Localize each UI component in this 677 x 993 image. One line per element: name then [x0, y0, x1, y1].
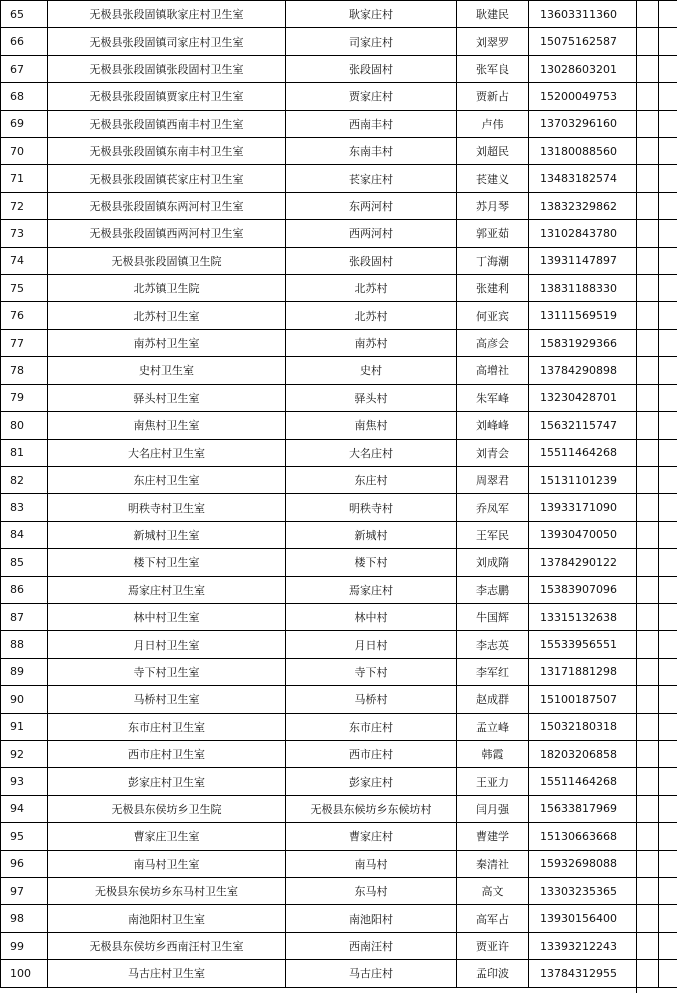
row-number-cell: 92	[1, 740, 48, 767]
doctor-name-cell: 李志鹏	[457, 576, 529, 603]
village-cell: 焉家庄村	[286, 576, 457, 603]
doctor-name-cell: 高彦会	[457, 329, 529, 356]
village-cell: 东南丰村	[286, 138, 457, 165]
village-cell: 大名庄村	[286, 439, 457, 466]
table-row	[1, 686, 677, 713]
phone-cell: 13393212243	[529, 932, 659, 959]
table-row	[1, 631, 677, 658]
phone-cell: 15200049753	[529, 83, 659, 110]
clinic-name-cell: 无极县张段固镇贾家庄村卫生室	[48, 83, 286, 110]
clinic-name-cell: 南苏村卫生室	[48, 329, 286, 356]
empty-cell	[659, 192, 677, 219]
village-cell: 南马村	[286, 850, 457, 877]
doctor-name-cell: 卢伟	[457, 110, 529, 137]
village-cell: 司家庄村	[286, 28, 457, 55]
row-number-cell: 99	[1, 932, 48, 959]
empty-cell	[659, 494, 677, 521]
phone-cell: 13930156400	[529, 905, 659, 932]
clinic-name-cell: 南马村卫生室	[48, 850, 286, 877]
doctor-name-cell: 高文	[457, 878, 529, 905]
doctor-name-cell: 贾亚许	[457, 932, 529, 959]
doctor-name-cell: 苏月琴	[457, 192, 529, 219]
empty-cell	[659, 466, 677, 493]
table-row	[1, 603, 677, 630]
table-row	[1, 55, 677, 82]
phone-cell: 15075162587	[529, 28, 659, 55]
row-number-cell: 71	[1, 165, 48, 192]
table-row	[1, 412, 677, 439]
empty-cell	[659, 220, 677, 247]
doctor-name-cell: 刘超民	[457, 138, 529, 165]
clinic-name-cell: 无极县张段固镇苌家庄村卫生室	[48, 165, 286, 192]
empty-cell	[659, 138, 677, 165]
village-cell: 东市庄村	[286, 713, 457, 740]
table-row	[1, 302, 677, 329]
phone-cell: 13930470050	[529, 521, 659, 548]
village-cell: 张段固村	[286, 247, 457, 274]
row-number-cell: 66	[1, 28, 48, 55]
village-cell: 马桥村	[286, 686, 457, 713]
doctor-name-cell: 王军民	[457, 521, 529, 548]
doctor-name-cell: 闫月强	[457, 795, 529, 822]
phone-cell: 13028603201	[529, 55, 659, 82]
village-cell: 驿头村	[286, 384, 457, 411]
empty-cell	[659, 1, 677, 28]
empty-cell	[659, 631, 677, 658]
clinic-name-cell: 楼下村卫生室	[48, 549, 286, 576]
empty-cell	[659, 960, 677, 987]
clinic-name-cell: 北苏镇卫生院	[48, 275, 286, 302]
row-number-cell: 90	[1, 686, 48, 713]
table-row	[1, 494, 677, 521]
row-number-cell: 91	[1, 713, 48, 740]
phone-cell: 15632115747	[529, 412, 659, 439]
empty-cell	[659, 713, 677, 740]
doctor-name-cell: 王亚力	[457, 768, 529, 795]
village-cell: 史村	[286, 357, 457, 384]
empty-cell	[659, 55, 677, 82]
table-row	[1, 275, 677, 302]
table-row	[1, 110, 677, 137]
phone-cell: 13102843780	[529, 220, 659, 247]
doctor-name-cell: 孟印波	[457, 960, 529, 987]
clinic-name-cell: 无极县张段固镇西南丰村卫生室	[48, 110, 286, 137]
row-number-cell: 85	[1, 549, 48, 576]
doctor-name-cell: 刘峰峰	[457, 412, 529, 439]
doctor-name-cell: 乔凤军	[457, 494, 529, 521]
row-number-cell: 69	[1, 110, 48, 137]
clinic-name-cell: 史村卫生室	[48, 357, 286, 384]
clinic-name-cell: 月日村卫生室	[48, 631, 286, 658]
clinic-name-cell: 东市庄村卫生室	[48, 713, 286, 740]
empty-cell	[659, 165, 677, 192]
village-cell: 南池阳村	[286, 905, 457, 932]
empty-cell	[659, 83, 677, 110]
table-row	[1, 165, 677, 192]
clinic-name-cell: 无极县张段固镇东两河村卫生室	[48, 192, 286, 219]
doctor-name-cell: 张建利	[457, 275, 529, 302]
empty-cell	[659, 603, 677, 630]
phone-cell: 15383907096	[529, 576, 659, 603]
clinic-name-cell: 东庄村卫生室	[48, 466, 286, 493]
phone-cell: 13483182574	[529, 165, 659, 192]
clinic-name-cell: 马桥村卫生室	[48, 686, 286, 713]
table-row	[1, 466, 677, 493]
village-cell: 耿家庄村	[286, 1, 457, 28]
clinic-name-cell: 西市庄村卫生室	[48, 740, 286, 767]
table-row	[1, 576, 677, 603]
empty-cell	[659, 740, 677, 767]
clinic-name-cell: 林中村卫生室	[48, 603, 286, 630]
phone-cell: 13315132638	[529, 603, 659, 630]
empty-cell	[659, 850, 677, 877]
clinic-name-cell: 无极县东侯坊乡西南汪村卫生室	[48, 932, 286, 959]
village-cell: 月日村	[286, 631, 457, 658]
clinic-name-cell: 寺下村卫生室	[48, 658, 286, 685]
doctor-name-cell: 韩霞	[457, 740, 529, 767]
clinic-name-cell: 北苏村卫生室	[48, 302, 286, 329]
phone-cell: 15831929366	[529, 329, 659, 356]
row-number-cell: 80	[1, 412, 48, 439]
clinic-name-cell: 南池阳村卫生室	[48, 905, 286, 932]
clinic-name-cell: 新城村卫生室	[48, 521, 286, 548]
row-number-cell: 79	[1, 384, 48, 411]
doctor-name-cell: 郭亚茹	[457, 220, 529, 247]
empty-cell	[659, 768, 677, 795]
row-number-cell: 82	[1, 466, 48, 493]
doctor-name-cell: 何亚宾	[457, 302, 529, 329]
clinic-name-cell: 无极县张段固镇西两河村卫生室	[48, 220, 286, 247]
clinic-name-cell: 马古庄村卫生室	[48, 960, 286, 987]
row-number-cell: 73	[1, 220, 48, 247]
clinic-name-cell: 大名庄村卫生室	[48, 439, 286, 466]
phone-cell: 13931147897	[529, 247, 659, 274]
village-cell: 林中村	[286, 603, 457, 630]
row-number-cell: 76	[1, 302, 48, 329]
village-cell: 西南汪村	[286, 932, 457, 959]
empty-cell	[659, 28, 677, 55]
row-number-cell: 83	[1, 494, 48, 521]
village-cell: 西两河村	[286, 220, 457, 247]
empty-cell	[659, 658, 677, 685]
table-row	[1, 795, 677, 822]
empty-cell	[659, 275, 677, 302]
empty-cell	[659, 329, 677, 356]
table-row	[1, 713, 677, 740]
table-row	[1, 329, 677, 356]
phone-cell: 15100187507	[529, 686, 659, 713]
table-row	[1, 384, 677, 411]
village-cell: 曹家庄村	[286, 823, 457, 850]
village-cell: 东两河村	[286, 192, 457, 219]
village-cell: 马古庄村	[286, 960, 457, 987]
phone-cell: 15131101239	[529, 466, 659, 493]
phone-cell: 13784290122	[529, 549, 659, 576]
doctor-name-cell: 秦清社	[457, 850, 529, 877]
clinic-name-cell: 南焦村卫生室	[48, 412, 286, 439]
row-number-cell: 70	[1, 138, 48, 165]
phone-cell: 15932698088	[529, 850, 659, 877]
village-cell: 东庄村	[286, 466, 457, 493]
village-cell: 新城村	[286, 521, 457, 548]
empty-cell	[659, 110, 677, 137]
empty-cell	[659, 823, 677, 850]
phone-cell: 13832329862	[529, 192, 659, 219]
clinic-name-cell: 驿头村卫生室	[48, 384, 286, 411]
doctor-name-cell: 朱军峰	[457, 384, 529, 411]
phone-cell: 15130663668	[529, 823, 659, 850]
village-cell: 明秩寺村	[286, 494, 457, 521]
phone-cell: 15633817969	[529, 795, 659, 822]
table-row	[1, 658, 677, 685]
phone-cell: 15511464268	[529, 439, 659, 466]
village-cell: 寺下村	[286, 658, 457, 685]
doctor-name-cell: 张军良	[457, 55, 529, 82]
doctor-name-cell: 李志英	[457, 631, 529, 658]
table-row	[1, 905, 677, 932]
phone-cell: 15032180318	[529, 713, 659, 740]
empty-cell	[659, 905, 677, 932]
doctor-name-cell: 曹建学	[457, 823, 529, 850]
clinic-name-cell: 彭家庄村卫生室	[48, 768, 286, 795]
village-cell: 北苏村	[286, 302, 457, 329]
doctor-name-cell: 耿建民	[457, 1, 529, 28]
phone-cell: 13303235365	[529, 878, 659, 905]
empty-cell	[659, 357, 677, 384]
row-number-cell: 87	[1, 603, 48, 630]
empty-cell	[659, 521, 677, 548]
village-cell: 苌家庄村	[286, 165, 457, 192]
empty-cell	[659, 302, 677, 329]
table-row	[1, 138, 677, 165]
village-cell: 东马村	[286, 878, 457, 905]
row-number-cell: 67	[1, 55, 48, 82]
column-divider	[636, 0, 637, 993]
clinic-name-cell: 无极县张段固镇耿家庄村卫生室	[48, 1, 286, 28]
row-number-cell: 94	[1, 795, 48, 822]
doctor-name-cell: 赵成群	[457, 686, 529, 713]
phone-cell: 18203206858	[529, 740, 659, 767]
village-cell: 南苏村	[286, 329, 457, 356]
table-row	[1, 357, 677, 384]
row-number-cell: 78	[1, 357, 48, 384]
village-cell: 南焦村	[286, 412, 457, 439]
table-row	[1, 1, 677, 28]
row-number-cell: 96	[1, 850, 48, 877]
clinic-name-cell: 曹家庄卫生室	[48, 823, 286, 850]
table-row	[1, 823, 677, 850]
row-number-cell: 97	[1, 878, 48, 905]
phone-cell: 13784312955	[529, 960, 659, 987]
phone-cell: 13171881298	[529, 658, 659, 685]
clinic-table-body	[1, 1, 677, 988]
clinic-name-cell: 无极县东侯坊乡卫生院	[48, 795, 286, 822]
village-cell: 无极县东候坊乡东候坊村	[286, 795, 457, 822]
row-number-cell: 65	[1, 1, 48, 28]
table-row	[1, 850, 677, 877]
table-row	[1, 521, 677, 548]
village-cell: 楼下村	[286, 549, 457, 576]
clinic-name-cell: 无极县张段固镇司家庄村卫生室	[48, 28, 286, 55]
clinic-name-cell: 焉家庄村卫生室	[48, 576, 286, 603]
village-cell: 贾家庄村	[286, 83, 457, 110]
doctor-name-cell: 贾新占	[457, 83, 529, 110]
clinic-name-cell: 明秩寺村卫生室	[48, 494, 286, 521]
doctor-name-cell: 刘成隋	[457, 549, 529, 576]
phone-cell: 13831188330	[529, 275, 659, 302]
doctor-name-cell: 刘翠罗	[457, 28, 529, 55]
doctor-name-cell: 刘青会	[457, 439, 529, 466]
doctor-name-cell: 李军红	[457, 658, 529, 685]
table-row	[1, 740, 677, 767]
doctor-name-cell: 高增社	[457, 357, 529, 384]
table-row	[1, 28, 677, 55]
table-row	[1, 220, 677, 247]
phone-cell: 13933171090	[529, 494, 659, 521]
clinic-name-cell: 无极县张段固镇东南丰村卫生室	[48, 138, 286, 165]
phone-cell: 15511464268	[529, 768, 659, 795]
table-row	[1, 960, 677, 987]
phone-cell: 13603311360	[529, 1, 659, 28]
empty-cell	[659, 384, 677, 411]
empty-cell	[659, 439, 677, 466]
empty-cell	[659, 576, 677, 603]
row-number-cell: 81	[1, 439, 48, 466]
empty-cell	[659, 247, 677, 274]
village-cell: 西南丰村	[286, 110, 457, 137]
row-number-cell: 86	[1, 576, 48, 603]
village-cell: 张段固村	[286, 55, 457, 82]
doctor-name-cell: 周翠君	[457, 466, 529, 493]
empty-cell	[659, 795, 677, 822]
table-row	[1, 247, 677, 274]
phone-cell: 13180088560	[529, 138, 659, 165]
row-number-cell: 100	[1, 960, 48, 987]
empty-cell	[659, 878, 677, 905]
row-number-cell: 74	[1, 247, 48, 274]
row-number-cell: 72	[1, 192, 48, 219]
table-row	[1, 878, 677, 905]
empty-cell	[659, 549, 677, 576]
row-number-cell: 98	[1, 905, 48, 932]
table-row	[1, 439, 677, 466]
table-row	[1, 192, 677, 219]
phone-cell: 13784290898	[529, 357, 659, 384]
phone-cell: 15533956551	[529, 631, 659, 658]
phone-cell: 13111569519	[529, 302, 659, 329]
table-row	[1, 549, 677, 576]
empty-cell	[659, 686, 677, 713]
row-number-cell: 89	[1, 658, 48, 685]
row-number-cell: 93	[1, 768, 48, 795]
doctor-name-cell: 高军占	[457, 905, 529, 932]
clinic-name-cell: 无极县东侯坊乡东马村卫生室	[48, 878, 286, 905]
phone-cell: 13230428701	[529, 384, 659, 411]
row-number-cell: 84	[1, 521, 48, 548]
table-row	[1, 83, 677, 110]
phone-cell: 13703296160	[529, 110, 659, 137]
row-number-cell: 68	[1, 83, 48, 110]
table-row	[1, 932, 677, 959]
village-cell: 彭家庄村	[286, 768, 457, 795]
row-number-cell: 77	[1, 329, 48, 356]
empty-cell	[659, 932, 677, 959]
clinic-name-cell: 无极县张段固镇卫生院	[48, 247, 286, 274]
doctor-name-cell: 牛国辉	[457, 603, 529, 630]
doctor-name-cell: 孟立峰	[457, 713, 529, 740]
doctor-name-cell: 丁海潮	[457, 247, 529, 274]
village-cell: 西市庄村	[286, 740, 457, 767]
village-cell: 北苏村	[286, 275, 457, 302]
doctor-name-cell: 苌建义	[457, 165, 529, 192]
clinic-name-cell: 无极县张段固镇张段固村卫生室	[48, 55, 286, 82]
empty-cell	[659, 412, 677, 439]
table-row	[1, 768, 677, 795]
row-number-cell: 75	[1, 275, 48, 302]
row-number-cell: 88	[1, 631, 48, 658]
row-number-cell: 95	[1, 823, 48, 850]
